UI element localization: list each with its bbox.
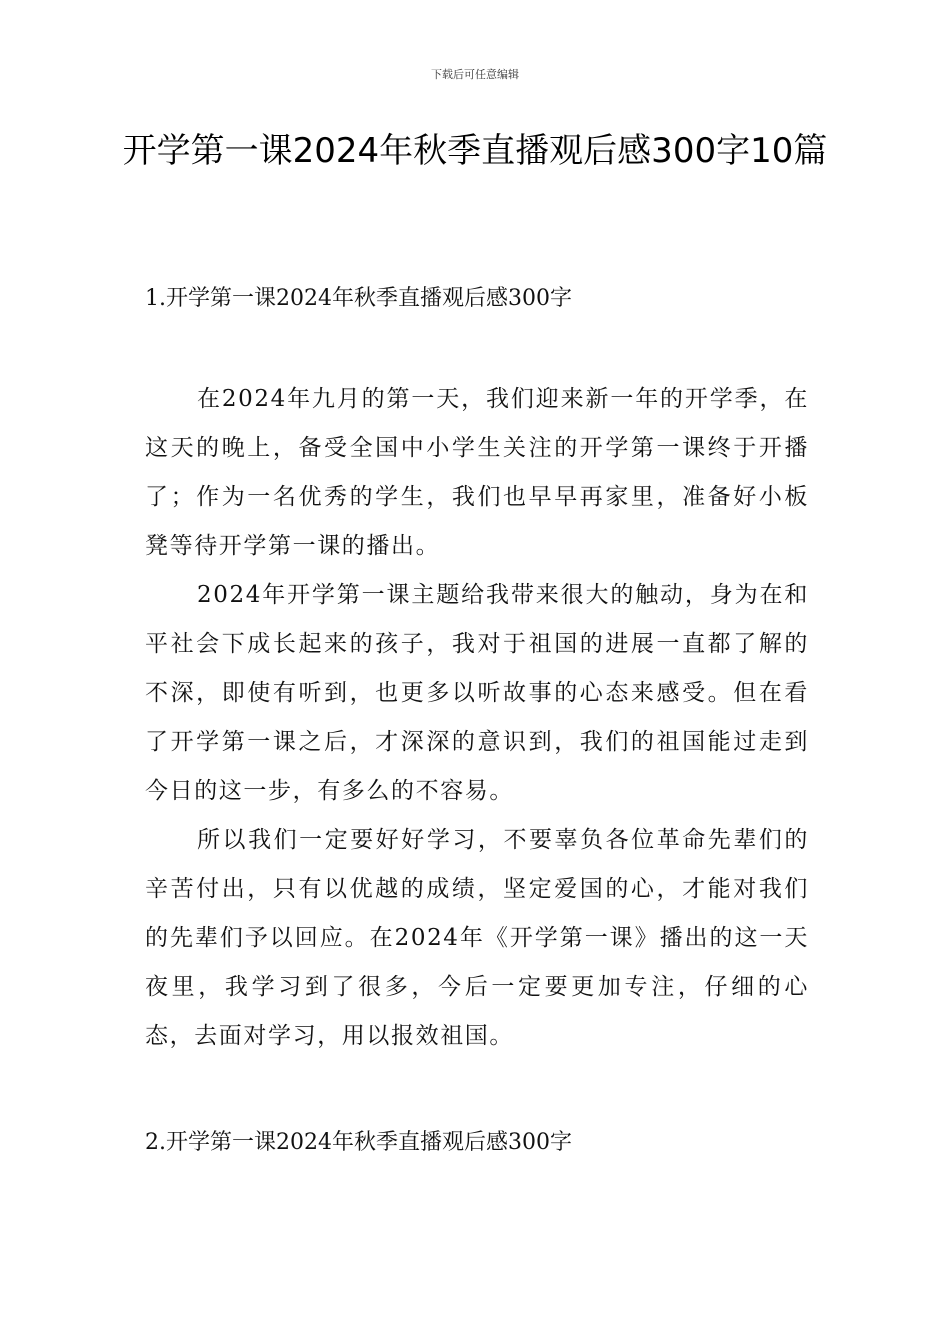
section-heading-1: 1.开学第一课2024年秋季直播观后感300字 — [145, 286, 572, 311]
paragraph-1: 在2024年九月的第一天，我们迎来新一年的开学季，在这天的晚上，备受全国中小学生关注的开学第一课终于开播了；作为一名优秀的学生，我们也早早再家里，准备好小板凳等待开学第一课的播出。 — [145, 386, 809, 559]
section-1-body — [145, 375, 809, 1061]
document-title: 开学第一课2024年秋季直播观后感300字10篇 — [122, 131, 828, 171]
paragraph-3: 所以我们一定要好好学习，不要辜负各位革命先辈们的辛苦付出，只有以优越的成绩，坚定爱国的心，才能对我们的先辈们予以回应。在2024年《开学第一课》播出的这一天夜里，我学习到了很多，今后一定要更加专注，仔细的心态，去面对学习，用以报效祖国。 — [145, 827, 809, 1049]
paragraph-2: 2024年开学第一课主题给我带来很大的触动，身为在和平社会下成长起来的孩子，我对于祖国的进展一直都了解的不深，即使有听到，也更多以听故事的心态来感受。但在看了开学第一课之后，才深深的意识到，我们的祖国能过走到今日的这一步，有多么的不容易。 — [145, 582, 809, 804]
section-heading-2: 2.开学第一课2024年秋季直播观后感300字 — [145, 1130, 572, 1155]
header-note: 下载后可任意编辑 — [431, 68, 519, 81]
